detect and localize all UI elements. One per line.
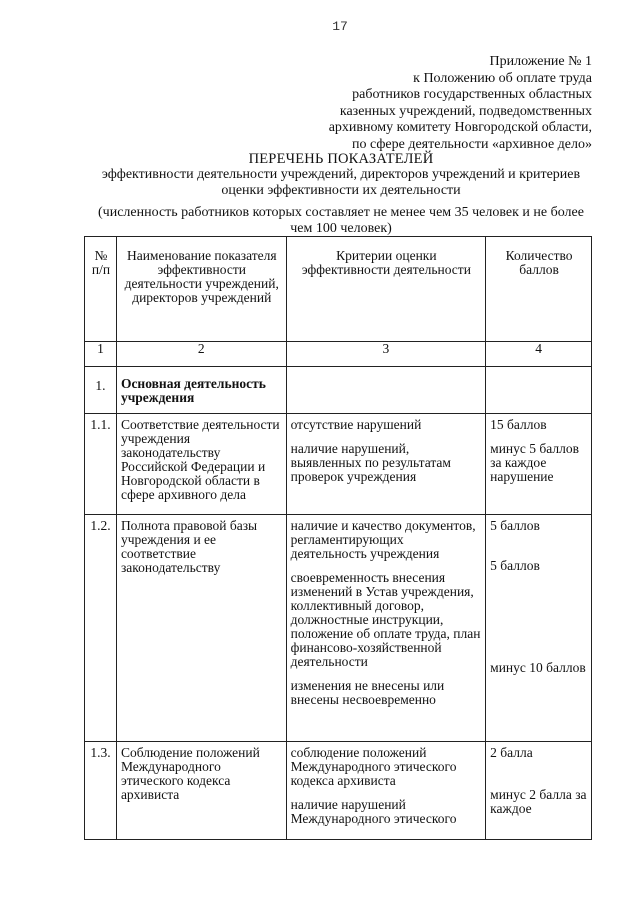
row-indicator: Соблюдение положений Международного этического кодекса архивиста [116, 742, 286, 840]
points-text: 2 балла [490, 745, 533, 760]
points-text: минус 5 баллов за каждое нарушение [490, 441, 579, 484]
criterion-text: изменения не внесены или внесены несвоевременно [290, 678, 445, 707]
appendix-caption [252, 54, 592, 153]
criterion-text: своевременность внесения изменений в Устав учреждения, коллективный договор, должностные инструкции, положение об оплате труда, план финансово-хозяйственной деятельности [290, 570, 481, 669]
column-index-cell: 4 [486, 342, 592, 367]
criterion-text: соблюдение положений Международного этического кодекса архивиста [290, 745, 457, 788]
table-row [85, 414, 592, 515]
document-heading [96, 151, 586, 237]
column-index-row [85, 342, 592, 367]
row-points [486, 414, 592, 515]
header-cell-criteria: Критерии оценки эффективности деятельности [286, 237, 486, 342]
row-criteria [286, 742, 486, 840]
column-index-cell: 1 [85, 342, 117, 367]
row-indicator: Соответствие деятельности учреждения законодательству Российской Федерации и Новгородской области в сфере архивного дела [116, 414, 286, 515]
table-row [85, 515, 592, 742]
appendix-line: казенных учреждений, подведомственных [339, 103, 592, 119]
section-number: 1. [85, 367, 117, 414]
criterion-text: наличие и качество документов, регламентирующих деятельность учреждения [290, 518, 476, 561]
row-indicator: Полнота правовой базы учреждения и ее соответствие законодательству [116, 515, 286, 742]
section-title: Основная деятельность учреждения [116, 367, 286, 414]
points-text: минус 2 балла за каждое [490, 787, 587, 816]
row-points [486, 742, 592, 840]
column-index-cell: 2 [116, 342, 286, 367]
row-number: 1.2. [85, 515, 117, 742]
points-text: минус 10 баллов [490, 660, 586, 675]
criteria-table [84, 236, 592, 840]
document-title: ПЕРЕЧЕНЬ ПОКАЗАТЕЛЕЙ [248, 151, 434, 167]
section-empty-cell [486, 367, 592, 414]
row-points [486, 515, 592, 742]
page-number: 17 [332, 19, 348, 34]
row-number: 1.3. [85, 742, 117, 840]
row-criteria [286, 515, 486, 742]
document-note: (численность работников которых составляет не менее чем 35 человек и не более чем 100 человек) [98, 205, 584, 236]
column-index-cell: 3 [286, 342, 486, 367]
header-cell-name: Наименование показателя эффективности деятельности учреждений, директоров учреждений [116, 237, 286, 342]
criterion-text: отсутствие нарушений [290, 417, 422, 432]
document-subtitle: эффективности деятельности учреждений, директоров учреждений и критериев оценки эффективности их деятельности [101, 167, 581, 198]
points-text: 15 баллов [490, 417, 547, 432]
header-cell-points: Количество баллов [486, 237, 592, 342]
points-text: 5 баллов [490, 558, 540, 573]
section-empty-cell [286, 367, 486, 414]
row-number: 1.1. [85, 414, 117, 515]
points-text: 5 баллов [490, 518, 540, 533]
appendix-line: к Положению об оплате труда [413, 70, 592, 86]
table-row [85, 742, 592, 840]
table-header-row [85, 237, 592, 342]
header-cell-num: № п/п [85, 237, 117, 342]
criterion-text: наличие нарушений, выявленных по результатам проверок учреждения [290, 441, 451, 484]
section-row [85, 367, 592, 414]
appendix-line: архивному комитету Новгородской области, [328, 120, 592, 135]
appendix-line: по сфере деятельности «архивное дело» [351, 136, 592, 152]
row-criteria [286, 414, 486, 515]
appendix-line: работников государственных областных [352, 87, 592, 102]
criterion-text: наличие нарушений Международного этического [290, 797, 457, 826]
appendix-line: Приложение № 1 [489, 54, 592, 69]
